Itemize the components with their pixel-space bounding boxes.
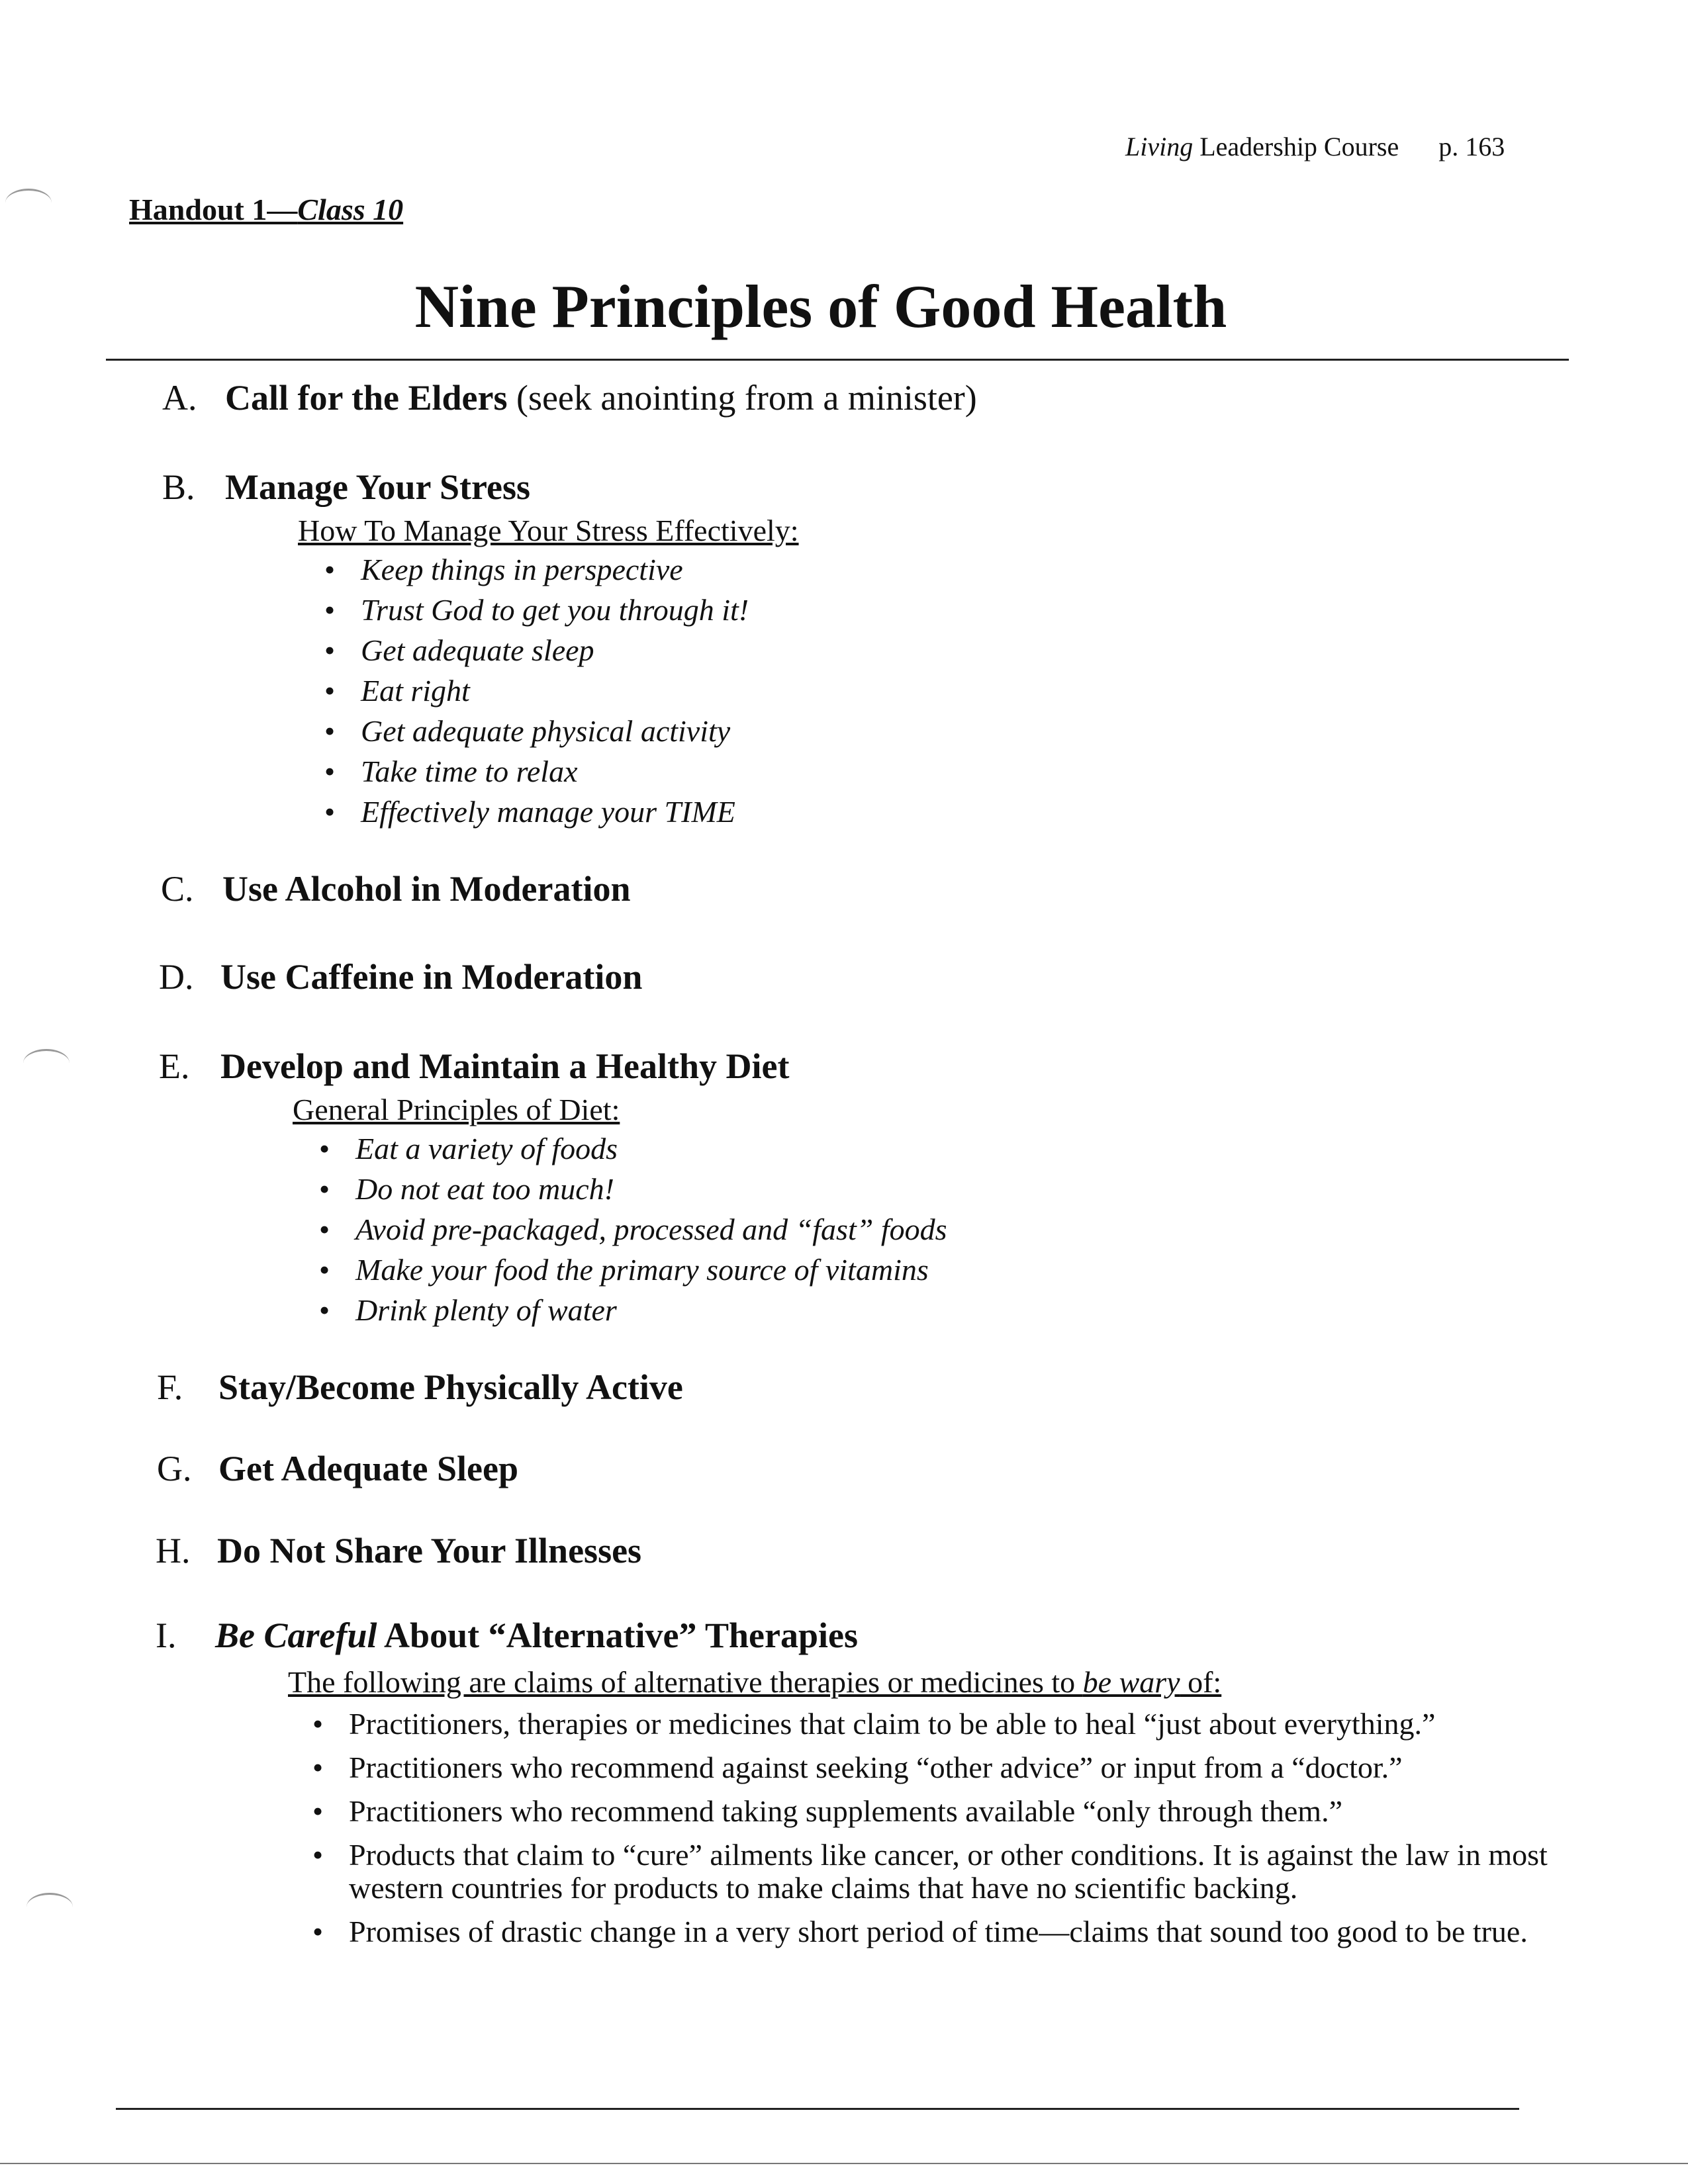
course-name-italic: Living (1125, 132, 1194, 161)
handout-class: Class 10 (297, 193, 404, 226)
list-item: • Effectively manage your TIME (361, 792, 749, 832)
list-item: • Get adequate physical activity (361, 711, 749, 751)
list-item: • Avoid pre-packaged, processed and “fast” foods (355, 1209, 947, 1250)
list-item: • Drink plenty of water (355, 1290, 947, 1330)
list-item: • Make your food the primary source of vitamins (355, 1250, 947, 1290)
section-d-title: Use Caffeine in Moderation (220, 957, 643, 997)
section-c-title: Use Alcohol in Moderation (222, 869, 631, 909)
hole-punch-mark (23, 1049, 70, 1077)
list-item: • Get adequate sleep (361, 630, 749, 670)
list-item: • Eat a variety of foods (355, 1128, 947, 1169)
section-i-subheading-end: of: (1180, 1665, 1222, 1699)
title-divider (106, 359, 1569, 361)
section-e-letter: E. (159, 1046, 190, 1086)
section-b-letter: B. (162, 467, 195, 507)
list-item: • Products that claim to “cure” ailments like cancer, or other conditions. It is against the law in most western countries for products to make claims that have no scientific backing. (349, 1839, 1560, 1905)
page-number: p. 163 (1438, 132, 1505, 161)
section-d-letter: D. (159, 957, 194, 997)
list-item: • Take time to relax (361, 751, 749, 792)
handout-number: Handout 1— (129, 193, 298, 226)
section-h-title: Do Not Share Your Illnesses (217, 1531, 642, 1570)
course-header (1125, 131, 1505, 162)
section-a-title (225, 377, 977, 418)
section-b-subheading: How To Manage Your Stress Effectively: (298, 514, 799, 547)
section-i-letter: I. (156, 1615, 177, 1655)
list-item: • Practitioners, therapies or medicines that claim to be able to heal “just about everything.” (349, 1707, 1560, 1741)
section-i-subheading-italic: be wary (1082, 1665, 1180, 1699)
section-a-letter: A. (162, 378, 197, 418)
section-a-note: (seek anointing from a minister) (507, 378, 977, 418)
section-i-title-rest: About “Alternative” Therapies (377, 1615, 859, 1655)
hole-punch-mark (26, 1893, 73, 1921)
list-item: • Keep things in perspective (361, 549, 749, 590)
list-item: • Eat right (361, 670, 749, 711)
section-i-list (349, 1707, 1560, 1959)
section-g-title: Get Adequate Sleep (218, 1449, 518, 1488)
section-g-letter: G. (157, 1449, 192, 1488)
page-title: Nine Principles of Good Health (414, 273, 1227, 340)
section-i-title (215, 1615, 858, 1656)
list-item: • Practitioners who recommend against seeking “other advice” or input from a “doctor.” (349, 1751, 1560, 1784)
section-i-subheading (288, 1664, 1221, 1700)
section-f-letter: F. (157, 1367, 183, 1407)
list-item: • Do not eat too much! (355, 1169, 947, 1209)
section-e-list (355, 1128, 947, 1330)
section-i-subheading-start: The following are claims of alternative therapies or medicines to (288, 1665, 1083, 1699)
section-h-letter: H. (156, 1531, 191, 1570)
section-e-subheading: General Principles of Diet: (293, 1093, 620, 1126)
section-e-title: Develop and Maintain a Healthy Diet (220, 1046, 790, 1086)
list-item: • Trust God to get you through it! (361, 590, 749, 630)
section-b-list (361, 549, 749, 832)
section-f-title: Stay/Become Physically Active (218, 1367, 683, 1407)
section-i-title-italic: Be Careful (215, 1615, 377, 1655)
section-a-title-text: Call for the Elders (225, 378, 508, 418)
handout-label (129, 192, 403, 227)
bottom-divider (116, 2108, 1519, 2110)
section-c-letter: C. (161, 869, 194, 909)
list-item: • Practitioners who recommend taking supplements available “only through them.” (349, 1795, 1560, 1828)
scan-edge-line (0, 2163, 1688, 2164)
list-item: • Promises of drastic change in a very short period of time—claims that sound too good to be true. (349, 1915, 1560, 1948)
hole-punch-mark (5, 189, 52, 217)
section-b-title: Manage Your Stress (225, 467, 531, 507)
course-name-rest: Leadership Course (1193, 132, 1399, 161)
